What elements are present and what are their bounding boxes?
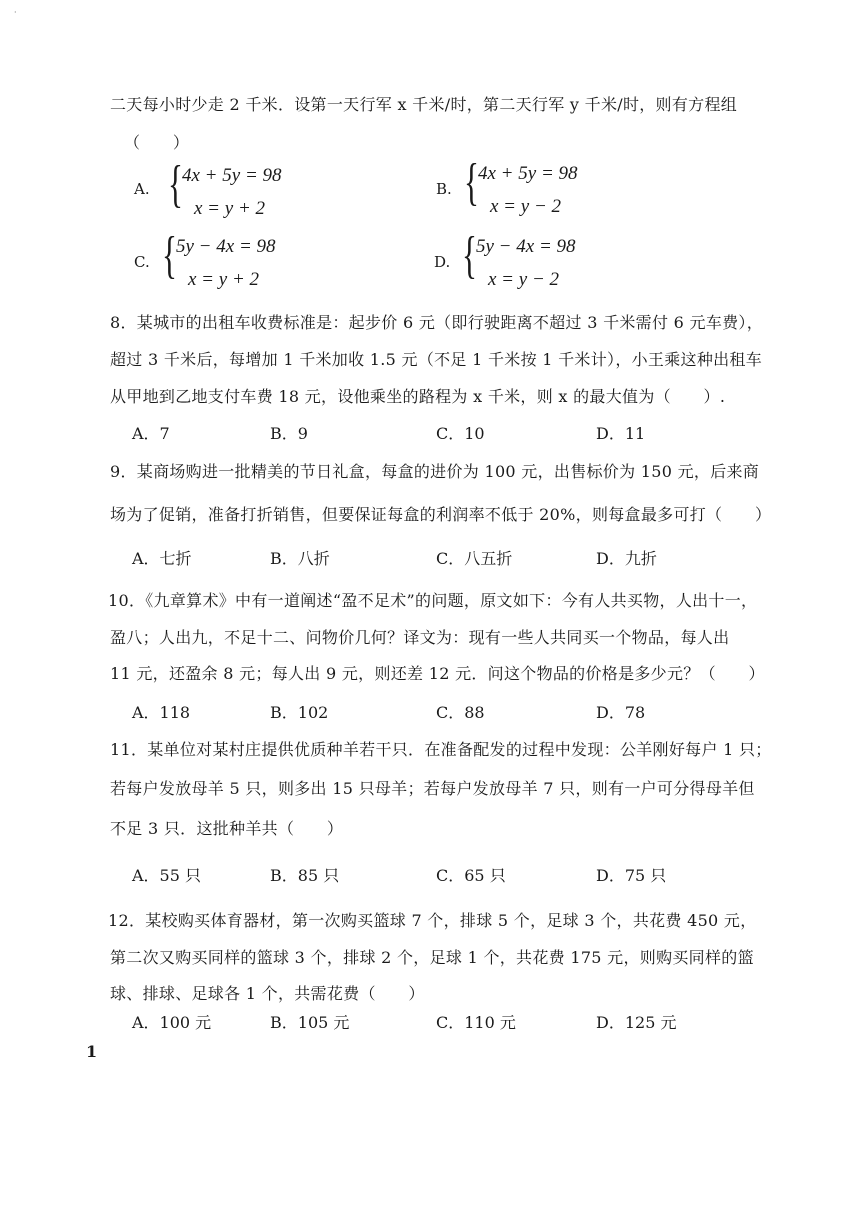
q7-option-b-eq2: x = y − 2 [490, 196, 562, 217]
q10-option-a: A．118 [132, 703, 191, 722]
q7-answer-blank: （ ） [124, 133, 190, 152]
q7-option-a-label: A. [134, 180, 150, 198]
q12-line-1: 12．某校购买体育器材，第一次购买篮球 7 个，排球 5 个，足球 3 个，共花费 450 元， [108, 911, 757, 930]
q11-line-3: 不足 3 只．这批种羊共（ ） [110, 819, 344, 838]
q10-line-1: 10．《九章算术》中有一道阐述“盈不足术”的问题，原文如下：今有人共买物，人出十一， [108, 591, 758, 610]
q11-option-c: C．65 只 [436, 866, 506, 885]
q12-option-a: A．100 元 [132, 1013, 212, 1032]
q10-option-d: D．78 [596, 703, 646, 722]
q12-option-c: C．110 元 [436, 1013, 516, 1032]
scan-speck: · [14, 8, 17, 17]
q10-option-b: B．102 [270, 703, 329, 722]
q7-option-d-label: D. [434, 253, 451, 271]
q9-option-a: A．七折 [132, 549, 192, 568]
q7-option-b-label: B. [436, 180, 452, 198]
q7-option-c-eq1: 5y − 4x = 98 [176, 236, 276, 257]
q7-option-d-eq2: x = y − 2 [488, 269, 560, 290]
q7-option-a-eq1: 4x + 5y = 98 [182, 165, 282, 186]
q11-line-1: 11．某单位对某村庄提供优质种羊若干只．在准备配发的过程中发现：公羊刚好每户 1 只； [110, 740, 772, 759]
q10-line-3: 11 元，还盈余 8 元；每人出 9 元，则还差 12 元．问这个物品的价格是多少元？（ ） [110, 664, 765, 683]
q7-option-b-eq1: 4x + 5y = 98 [478, 163, 578, 184]
q11-option-a: A．55 只 [132, 866, 202, 885]
q10-option-c: C．88 [436, 703, 485, 722]
q12-line-2: 第二次又购买同样的篮球 3 个，排球 2 个，足球 1 个，共花费 175 元，则购买同样的篮 [110, 948, 754, 967]
q11-line-2: 若每户发放母羊 5 只，则多出 15 只母羊；若每户发放母羊 7 只，则有一户可分得母羊但 [110, 779, 755, 798]
q9-option-d: D．九折 [596, 549, 657, 568]
page-number: 1 [86, 1042, 98, 1061]
q7-option-d-eq1: 5y − 4x = 98 [476, 236, 576, 257]
q7-intro-line: 二天每小时少走 2 千米．设第一天行军 x 千米/时，第二天行军 y 千米/时，则有方程组 [110, 95, 738, 114]
q8-option-b: B．9 [270, 424, 308, 443]
q12-option-b: B．105 元 [270, 1013, 350, 1032]
q7-option-c-label: C. [134, 253, 150, 271]
q12-option-d: D．125 元 [596, 1013, 677, 1032]
q11-option-d: D．75 只 [596, 866, 667, 885]
q8-line-2: 超过 3 千米后，每增加 1 千米加收 1.5 元（不足 1 千米按 1 千米计），小王乘这种出租车 [110, 350, 763, 369]
brace-icon: { [462, 227, 477, 284]
q9-option-b: B．八折 [270, 549, 330, 568]
brace-icon: { [464, 154, 479, 211]
q8-option-a: A．7 [132, 424, 170, 443]
q10-line-2: 盈八；人出九，不足十二、问物价几何？译文为：现有一些人共同买一个物品，每人出 [110, 628, 730, 647]
q7-option-a-eq2: x = y + 2 [194, 198, 266, 219]
brace-icon: { [162, 227, 177, 284]
brace-icon: { [168, 156, 183, 213]
q8-line-3: 从甲地到乙地支付车费 18 元，设他乘坐的路程为 x 千米，则 x 的最大值为（ ）. [110, 387, 726, 406]
q7-option-c-eq2: x = y + 2 [188, 269, 260, 290]
q9-line-2: 场为了促销，准备打折销售，但要保证每盒的利润率不低于 20%，则每盒最多可打（ ） [110, 505, 772, 524]
q11-option-b: B．85 只 [270, 866, 340, 885]
q8-option-c: C．10 [436, 424, 485, 443]
q9-line-1: 9．某商场购进一批精美的节日礼盒，每盒的进价为 100 元，出售标价为 150 元，后来商 [110, 462, 760, 481]
q12-line-3: 球、排球、足球各 1 个，共需花费（ ） [110, 984, 425, 1003]
q8-line-1: 8．某城市的出租车收费标准是：起步价 6 元（即行驶距离不超过 3 千米需付 6 元车费）， [110, 313, 764, 332]
q8-option-d: D．11 [596, 424, 646, 443]
q9-option-c: C．八五折 [436, 549, 513, 568]
